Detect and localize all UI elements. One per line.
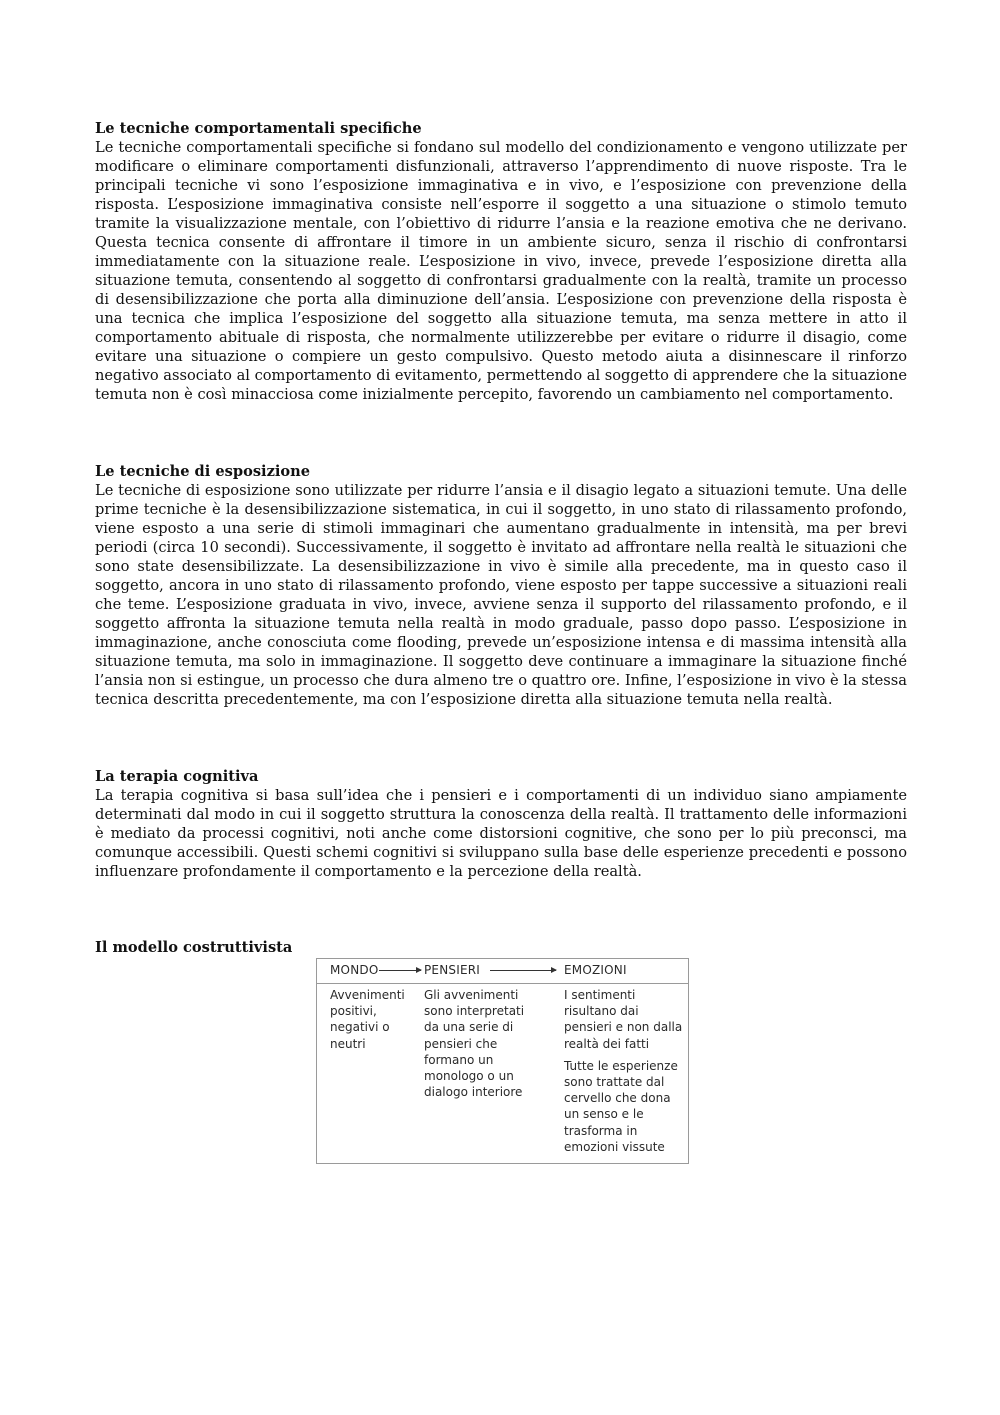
- text-line: realtà dei fatti: [564, 1036, 650, 1051]
- text-line: sono interpretati: [424, 1004, 525, 1019]
- text-line: formano un: [424, 1052, 494, 1067]
- column-pensieri: [424, 987, 559, 1100]
- section-title: La terapia cognitiva: [95, 768, 259, 785]
- text-line: pensieri e non dalla: [564, 1020, 683, 1035]
- text-line: trasforma in: [564, 1123, 638, 1138]
- text-line: positivi,: [330, 1004, 377, 1019]
- column-text: [330, 987, 420, 1052]
- column-text: [424, 987, 559, 1100]
- text-line: Tutte le esperienze: [564, 1058, 678, 1073]
- text-line: emozioni vissute: [564, 1139, 665, 1154]
- text-line: neutri: [330, 1036, 366, 1051]
- text-line: negativi o: [330, 1020, 390, 1035]
- column-emozioni: [564, 987, 686, 1155]
- text-line: un senso e le: [564, 1107, 644, 1122]
- column-text: [564, 987, 686, 1052]
- section-body: La terapia cognitiva si basa sull’idea che i pensieri e i comportamenti di un individuo siano ampiamente determinati dal modo in cui il soggetto struttura la conoscenza della realtà. Il trattamento delle informazioni è mediato da processi cognitivi, noti anche come distorsioni cognitive, che sono per lo più preconsci, ma comunque accessibili. Questi schemi cognitivi si sviluppano sulla base delle esperienze precedenti e possono influenzare profondamente il comportamento e la percezione della realtà.: [95, 787, 907, 880]
- text-line: pensieri che: [424, 1036, 498, 1051]
- section-title: Le tecniche di esposizione: [95, 463, 311, 480]
- text-line: Avvenimenti: [330, 988, 405, 1002]
- header-pensieri: PENSIERI: [424, 963, 481, 977]
- section-esposizione: [95, 462, 907, 709]
- section-terapia-cognitiva: [95, 767, 907, 881]
- arrow-right-icon: [379, 970, 421, 971]
- header-mondo: MONDO: [330, 963, 379, 977]
- section-body: Le tecniche di esposizione sono utilizzate per ridurre l’ansia e il disagio legato a situazioni temute. Una delle prime tecniche è la desensibilizzazione sistematica, in cui il soggetto, in uno stato di rilassamento profondo, viene esposto a una serie di stimoli immaginari che aumentano gradualmente in intensità, ma per brevi periodi (circa 10 secondi). Successivamente, il soggetto è invitato ad affrontare nella realtà le situazioni che sono state desensibilizzate. La desensibilizzazione in vivo è simile alla precedente, ma in questo caso il soggetto, ancora in uno stato di rilassamento profondo, viene esposto per tappe successive a situazioni reali che teme. L’esposizione graduata in vivo, invece, avviene senza il supporto del rilassamento profondo, e il soggetto affronta la situazione temuta nella realtà in modo graduale, passo dopo passo. L’esposizione in immaginazione, anche conosciuta come flooding, prevede un’esposizione intensa e di massima intensità alla situazione temuta, ma solo in immaginazione. Il soggetto deve continuare a immaginare la situazione finché l’ansia non si estingue, un processo che dura almeno tre o quattro ore. Infine, l’esposizione in vivo è la stessa tecnica descritta precedentemente, ma con l’esposizione diretta alla situazione temuta nella realtà.: [95, 482, 907, 708]
- text-line: dialogo interiore: [424, 1085, 523, 1100]
- text-line: sono trattate dal: [564, 1075, 665, 1090]
- header-emozioni: EMOZIONI: [564, 963, 627, 977]
- column-mondo: [330, 987, 420, 1052]
- text-line: I sentimenti: [564, 988, 636, 1002]
- section-body: Le tecniche comportamentali specifiche si fondano sul modello del condizionamento e vengono utilizzate per modificare o eliminare comportamenti disfunzionali, attraverso l’apprendimento di nuove risposte. Tra le principali tecniche vi sono l’esposizione immaginativa e in vivo, e l’esposizione con prevenzione della risposta. L’esposizione immaginativa consiste nell’esporre il soggetto a una situazione o stimolo temuto tramite la visualizzazione mentale, con l’obiettivo di ridurre l’ansia e la reazione emotiva che ne derivano. Questa tecnica consente di affrontare il timore in un ambiente sicuro, senza il rischio di confrontarsi immediatamente con la situazione reale. L’esposizione in vivo, invece, prevede l’esposizione diretta alla situazione temuta, consentendo al soggetto di confrontarsi gradualmente con la realtà, tramite un processo di desensibilizzazione che porta alla diminuzione dell’ansia. L’esposizione con prevenzione della risposta è una tecnica che implica l’esposizione del soggetto alla situazione temuta, ma senza mettere in atto il comportamento abituale di risposta, che normalmente utilizzerebbe per evitare o ridurre il disagio, come evitare una situazione o compiere un gesto compulsivo. Questo metodo aiuta a disinnescare il rinforzo negativo associato al comportamento di evitamento, permettendo al soggetto di apprendere che la situazione temuta non è così minacciosa come inizialmente percepito, favorendo un cambiamento nel comportamento.: [95, 139, 907, 403]
- diagram-header-row: [317, 959, 688, 984]
- model-title: Il modello costruttivista: [95, 939, 293, 956]
- constructivist-model-diagram: [316, 958, 689, 1164]
- section-comportamentali: [95, 119, 907, 404]
- text-line: Gli avvenimenti: [424, 988, 519, 1002]
- arrow-right-icon: [490, 970, 556, 971]
- text-line: cervello che dona: [564, 1091, 671, 1106]
- text-line: da una serie di: [424, 1020, 514, 1035]
- text-line: risultano dai: [564, 1004, 639, 1019]
- section-title: Le tecniche comportamentali specifiche: [95, 120, 422, 137]
- text-line: monologo o un: [424, 1069, 514, 1084]
- column-text: [564, 1058, 686, 1155]
